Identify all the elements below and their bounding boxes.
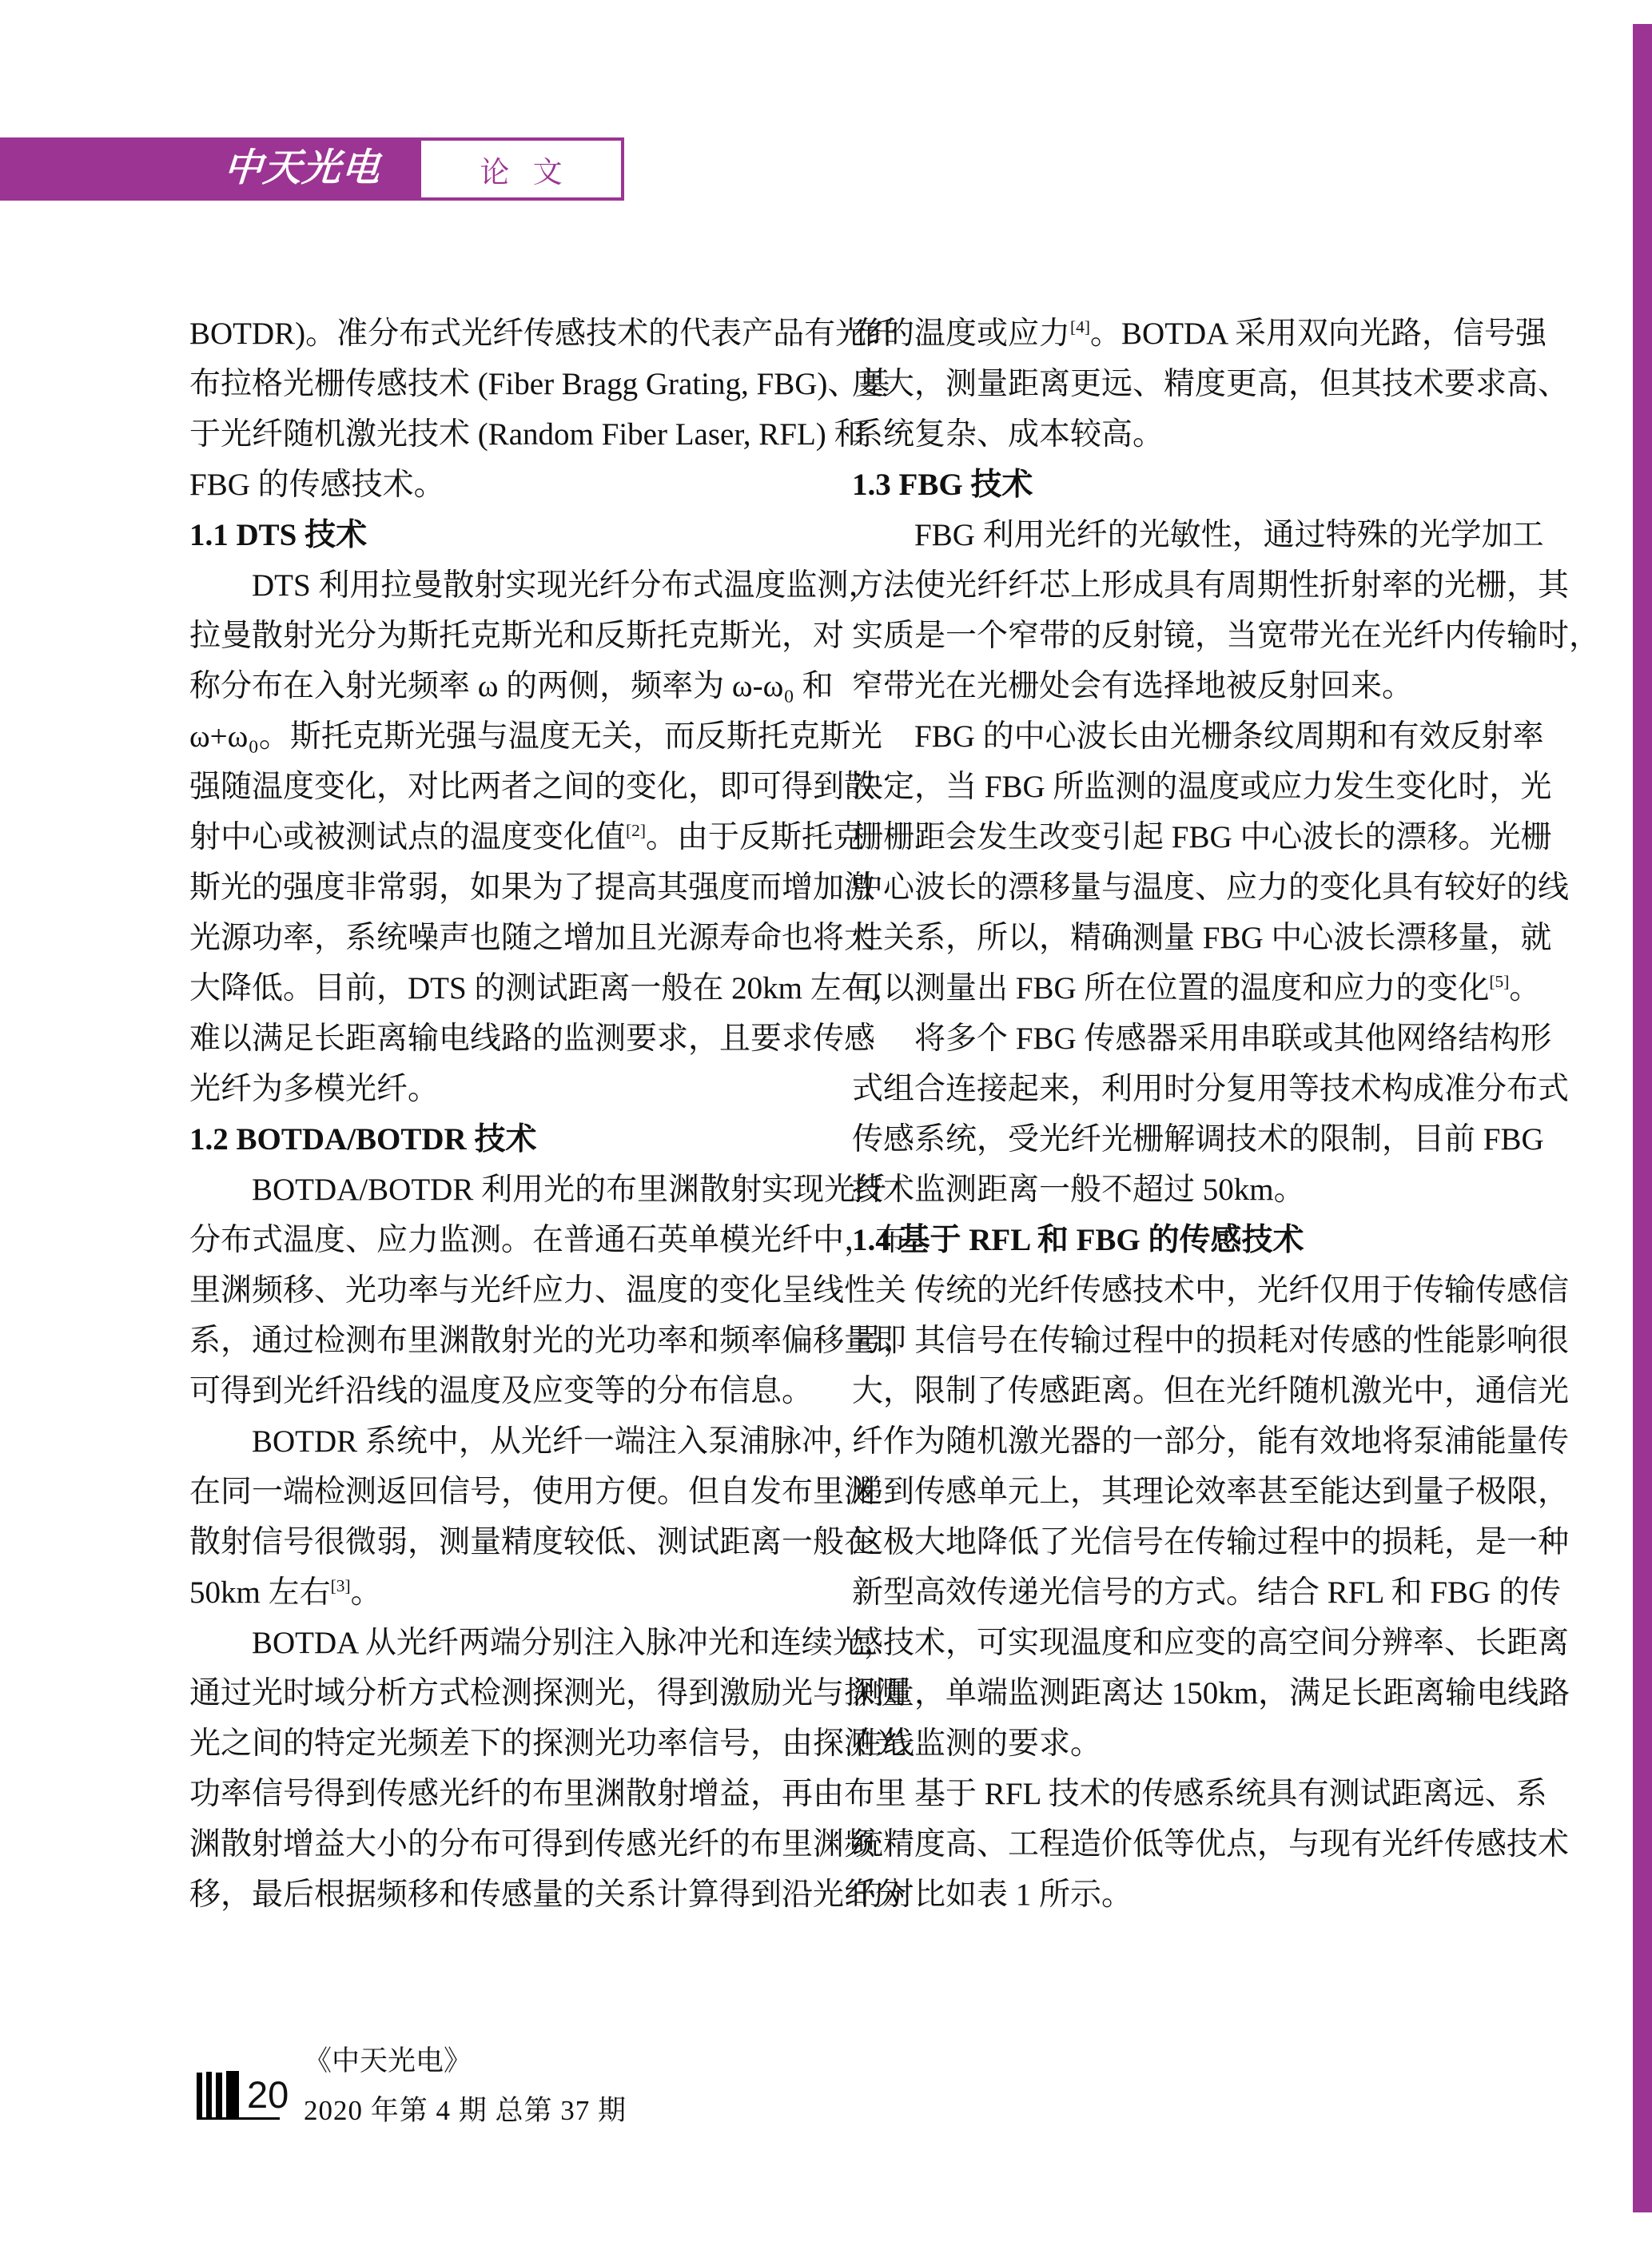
text-line: 移，最后根据频移和传感量的关系计算得到沿光纤分 — [189, 1878, 907, 1912]
section-heading: 1.2 BOTDA/BOTDR 技术 — [189, 1122, 537, 1157]
section-heading: 1.4 基于 RFL 和 FBG 的传感技术 — [852, 1223, 1304, 1257]
text-line: 于光纤随机激光技术 (Random Fiber Laser, RFL) 和 — [189, 417, 866, 452]
text-column-left — [189, 309, 907, 1920]
text-line: 传感系统，受光纤光栅解调技术的限制，目前 FBG — [852, 1122, 1544, 1157]
article-type-label: 论 文 — [480, 156, 571, 189]
text-line: 大，限制了传感距离。但在光纤随机激光中，通信光 — [852, 1374, 1570, 1408]
text-line: 强随温度变化，对比两者之间的变化，即可得到散 — [189, 770, 876, 804]
article-type-box — [418, 137, 624, 201]
text-line: BOTDR 系统中，从光纤一端注入泵浦脉冲， — [252, 1424, 864, 1459]
text-line: 50km 左右[3]。 — [189, 1575, 382, 1610]
text-line: 在同一端检测返回信号，使用方便。但自发布里渊 — [189, 1475, 876, 1509]
text-line: BOTDR)。准分布式光纤传感技术的代表产品有光纤 — [189, 317, 898, 351]
text-line: 度大，测量距离更远、精度更高，但其技术要求高、 — [852, 367, 1570, 401]
text-line: 式组合连接起来，利用时分复用等技术构成准分布式 — [852, 1072, 1570, 1106]
text-line: 渊散射增益大小的分布可得到传感光纤的布里渊频 — [189, 1827, 876, 1862]
text-line: 统精度高、工程造价低等优点，与现有光纤传感技术 — [852, 1827, 1570, 1862]
text-line: 测量，单端监测距离达 150km，满足长距离输电线路 — [852, 1676, 1570, 1710]
text-line: 感技术，可实现温度和应变的高空间分辨率、长距离 — [852, 1626, 1570, 1660]
text-line: 中心波长的漂移量与温度、应力的变化具有较好的线 — [852, 870, 1570, 905]
text-line: ω+ω₀。斯托克斯光强与温度无关，而反斯托克斯光 — [189, 719, 882, 754]
text-line: 难以满足长距离输电线路的监测要求，且要求传感 — [189, 1021, 876, 1056]
text-line: 功率信号得到传感光纤的布里渊散射增益，再由布里 — [189, 1777, 907, 1811]
text-line: 大降低。目前，DTS 的测试距离一般在 20km 左右， — [189, 971, 904, 1006]
text-line: 号，其信号在传输过程中的损耗对传感的性能影响很 — [852, 1324, 1570, 1358]
text-line: 拉曼散射光分为斯托克斯光和反斯托克斯光，对 — [189, 619, 845, 653]
text-line: FBG 利用光纤的光敏性，通过特殊的光学加工 — [914, 518, 1544, 552]
text-line: 的对比如表 1 所示。 — [852, 1878, 1133, 1912]
text-line: 系统复杂、成本较高。 — [852, 417, 1164, 452]
text-line: 传统的光纤传感技术中，光纤仅用于传输传感信 — [914, 1273, 1570, 1308]
text-line: 射中心或被测试点的温度变化值[2]。由于反斯托克 — [189, 820, 865, 854]
section-heading: 1.1 DTS 技术 — [189, 518, 368, 552]
text-line: 散射信号很微弱，测量精度较低、测试距离一般在 — [189, 1525, 876, 1559]
text-line: FBG 的中心波长由光栅条纹周期和有效反射率 — [914, 719, 1544, 754]
text-line: 布拉格光栅传感技术 (Fiber Bragg Grating, FBG)、基 — [189, 367, 890, 401]
text-line: BOTDA 从光纤两端分别注入脉冲光和连续光， — [252, 1626, 895, 1660]
text-line: 技术监测距离一般不超过 50km。 — [852, 1173, 1305, 1207]
text-line: 方法使光纤纤芯上形成具有周期性折射率的光栅，其 — [852, 568, 1570, 603]
journal-issue: 2020 年第 4 期 总第 37 期 — [304, 2095, 627, 2126]
text-line: 通过光时域分析方式检测探测光，得到激励光与探测 — [189, 1676, 907, 1710]
text-line: BOTDA/BOTDR 利用光的布里渊散射实现光纤 — [252, 1173, 887, 1207]
text-line: 称分布在入射光频率 ω 的两侧，频率为 ω-ω₀ 和 — [189, 669, 834, 703]
page-marker-bars-icon — [197, 2067, 239, 2117]
journal-name: 《中天光电》 — [304, 2045, 472, 2077]
text-line: 可以测量出 FBG 所在位置的温度和应力的变化[5]。 — [852, 971, 1541, 1006]
text-line: 系，通过检测布里渊散射光的光功率和频率偏移量即 — [189, 1324, 907, 1358]
text-line: 递到传感单元上，其理论效率甚至能达到量子极限， — [852, 1475, 1570, 1509]
journal-logo: 中天光电 — [222, 147, 382, 189]
page-number-block — [197, 2067, 289, 2120]
text-line: 纤作为随机激光器的一部分，能有效地将泵浦能量传 — [852, 1424, 1570, 1459]
text-column-right — [852, 309, 1601, 1920]
text-line: 决定，当 FBG 所监测的温度或应力发生变化时，光 — [852, 770, 1552, 804]
text-line: 在线监测的要求。 — [852, 1726, 1102, 1761]
page-edge-bar — [1633, 24, 1652, 2212]
text-line: DTS 利用拉曼散射实现光纤分布式温度监测， — [252, 568, 880, 603]
section-heading: 1.3 FBG 技术 — [852, 468, 1033, 502]
text-line: 新型高效传递光信号的方式。结合 RFL 和 FBG 的传 — [852, 1575, 1561, 1610]
text-line: 光源功率，系统噪声也随之增加且光源寿命也将大 — [189, 921, 876, 955]
text-line: FBG 的传感技术。 — [189, 468, 445, 502]
text-line: 性关系，所以，精确测量 FBG 中心波长漂移量，就 — [852, 921, 1552, 955]
text-line: 布的温度或应力[4]。BOTDA 采用双向光路，信号强 — [852, 317, 1547, 351]
header-band — [0, 137, 418, 201]
text-line: 将多个 FBG 传感器采用串联或其他网络结构形 — [914, 1021, 1552, 1056]
text-line: 斯光的强度非常弱，如果为了提高其强度而增加激 — [189, 870, 876, 905]
text-line: 这极大地降低了光信号在传输过程中的损耗，是一种 — [852, 1525, 1570, 1559]
text-line: 实质是一个窄带的反射镜，当宽带光在光纤内传输时， — [852, 619, 1601, 653]
text-line: 分布式温度、应力监测。在普通石英单模光纤中，布 — [189, 1223, 907, 1257]
text-line: 可得到光纤沿线的温度及应变等的分布信息。 — [189, 1374, 814, 1408]
text-line: 窄带光在光栅处会有选择地被反射回来。 — [852, 669, 1414, 703]
text-line: 里渊频移、光功率与光纤应力、温度的变化呈线性关 — [189, 1273, 907, 1308]
text-line: 基于 RFL 技术的传感系统具有测试距离远、系 — [914, 1777, 1547, 1811]
text-line: 光纤为多模光纤。 — [189, 1072, 440, 1106]
text-line: 光之间的特定光频差下的探测光功率信号，由探测光 — [189, 1726, 907, 1761]
journal-info — [304, 2037, 627, 2136]
page-number: 20 — [247, 2073, 289, 2116]
text-line: 栅栅距会发生改变引起 FBG 中心波长的漂移。光栅 — [852, 820, 1552, 854]
